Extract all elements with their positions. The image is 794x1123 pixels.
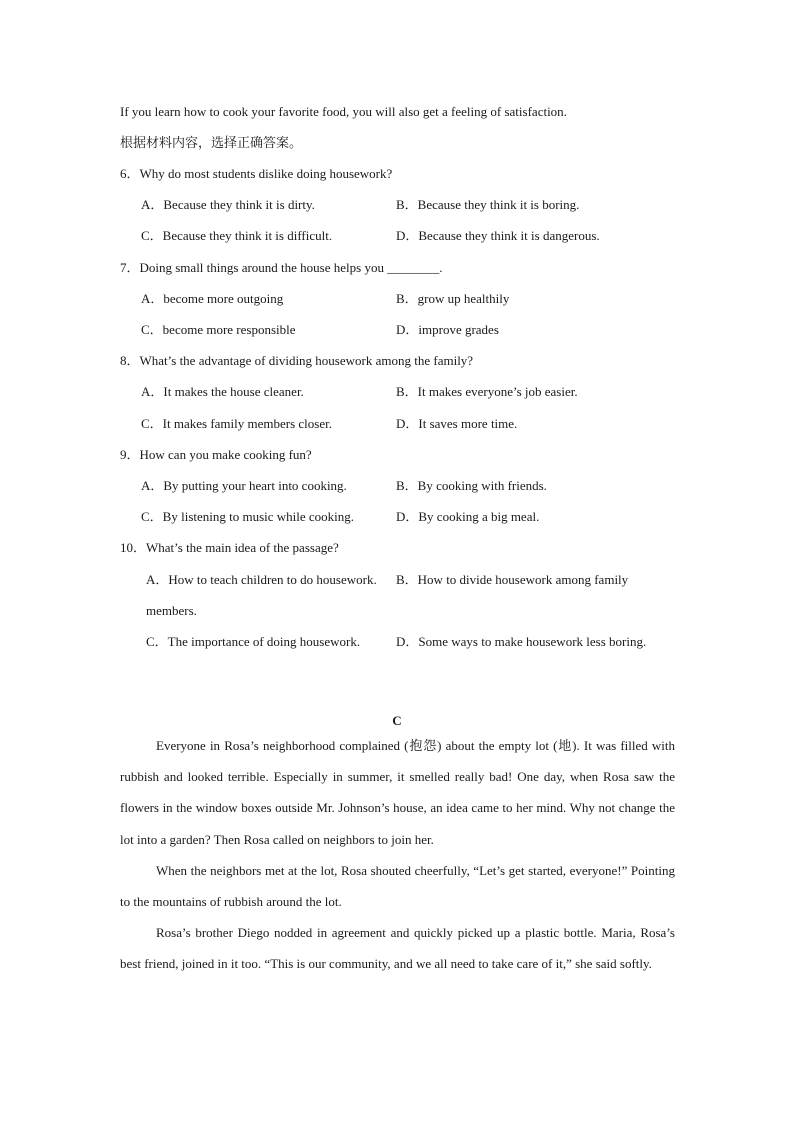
question-9-option-a: A．By putting your heart into cooking. <box>141 478 347 493</box>
question-9-option-c: C．By listening to music while cooking. <box>141 509 355 524</box>
question-8-option-b: B．It makes everyone’s job easier. <box>396 384 578 399</box>
question-7-stem: 7．Doing small things around the house helps you ________. <box>120 260 443 275</box>
question-8-option-c: C．It makes family members closer. <box>141 416 332 431</box>
question-7-option-d: D．improve grades <box>396 322 499 337</box>
section-heading: C <box>392 713 402 728</box>
passage-paragraph-3: Rosa’s brother Diego nodded in agreement and quickly picked up a plastic bottle. Maria, Rosa’s best friend, joined in it too. “This is our community, and we all need to take care of it,” she said softly. <box>120 925 675 972</box>
question-6-option-b: B．Because they think it is boring. <box>396 197 580 212</box>
question-7-option-a: A．become more outgoing <box>141 291 284 306</box>
question-8-option-a: A．It makes the house cleaner. <box>141 384 304 399</box>
question-6-option-d: D．Because they think it is dangerous. <box>396 228 600 243</box>
question-10-option-b-continued: members. <box>146 603 197 618</box>
question-9-stem: 9．How can you make cooking fun? <box>120 447 312 462</box>
passage-paragraph-2: When the neighbors met at the lot, Rosa shouted cheerfully, “Let’s get started, everyone!” Pointing to the mountains of rubbish around the lot. <box>120 863 675 910</box>
passage-paragraph-1: Everyone in Rosa’s neighborhood complained (抱怨) about the empty lot (地). It was filled with rubbish and looked terrible. Especially in summer, it smelled really bad! One day, when Rosa saw the flowers in the window boxes outside Mr. Johnson’s house, an idea came to her mind. Why not change the lot into a garden? Then Rosa called on neighbors to join her. <box>120 738 675 847</box>
question-10-option-b: B．How to divide housework among family <box>396 572 629 587</box>
question-10-option-d: D．Some ways to make housework less boring. <box>396 634 647 649</box>
question-10-option-c: C．The importance of doing housework. <box>146 634 361 649</box>
intro-sentence: If you learn how to cook your favorite food, you will also get a feeling of satisfaction. <box>120 104 567 119</box>
question-10-stem: 10．What’s the main idea of the passage? <box>120 540 339 555</box>
question-9-option-d: D．By cooking a big meal. <box>396 509 540 524</box>
question-7-option-c: C．become more responsible <box>141 322 296 337</box>
question-6-option-c: C．Because they think it is difficult. <box>141 228 333 243</box>
question-10-option-a: A．How to teach children to do housework. <box>146 572 377 587</box>
question-6-stem: 6．Why do most students dislike doing housework? <box>120 166 393 181</box>
question-6-option-a: A．Because they think it is dirty. <box>141 197 315 212</box>
question-8-option-d: D．It saves more time. <box>396 416 518 431</box>
instruction: 根据材料内容，选择正确答案。 <box>120 135 303 150</box>
question-8-stem: 8．What’s the advantage of dividing housework among the family? <box>120 353 474 368</box>
question-7-option-b: B．grow up healthily <box>396 291 510 306</box>
question-9-option-b: B．By cooking with friends. <box>396 478 547 493</box>
